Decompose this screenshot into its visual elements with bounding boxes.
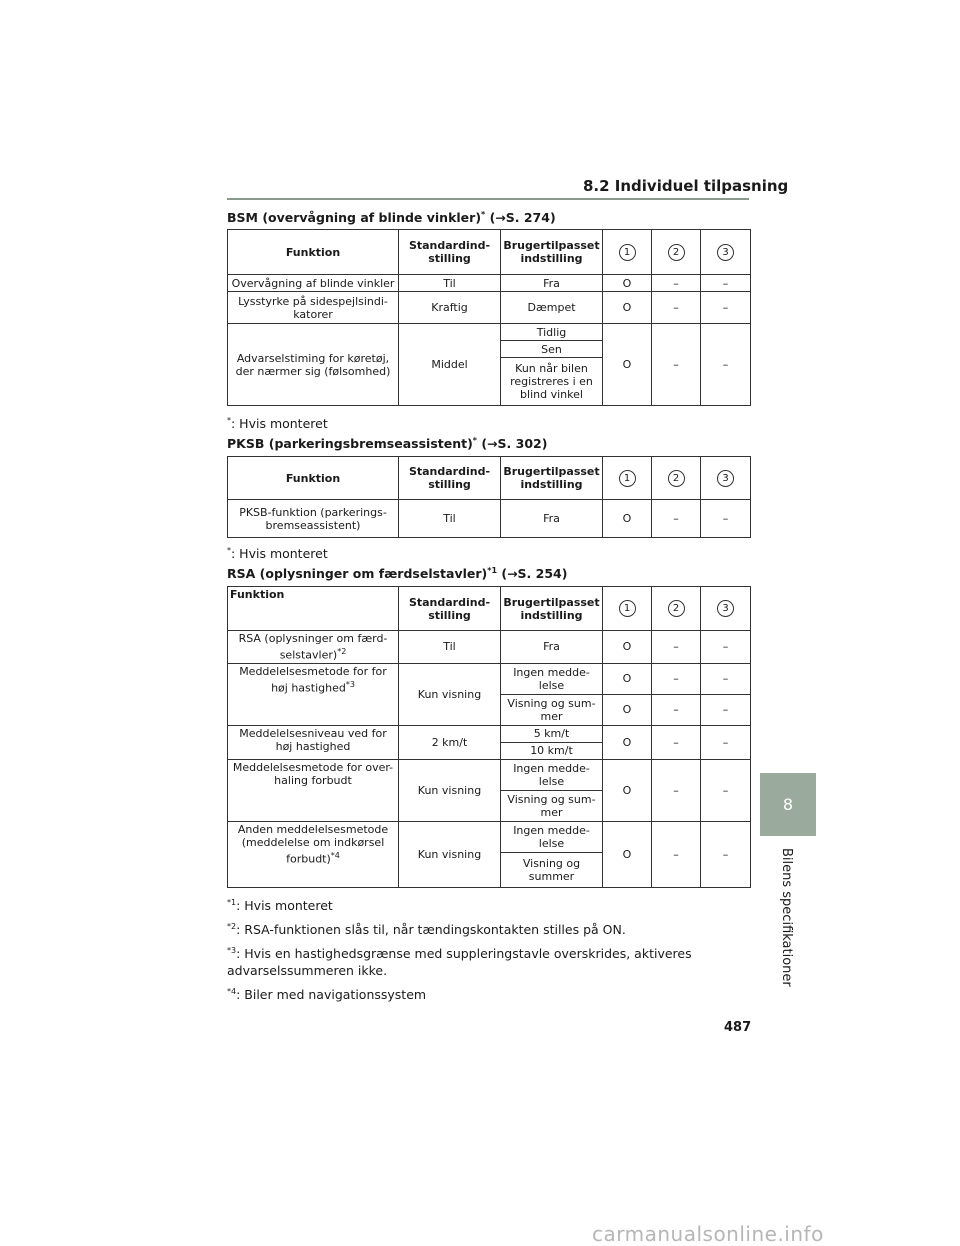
chapter-label: Bilens specifikationer xyxy=(779,848,794,987)
watermark-logo: carmanualsonline.info xyxy=(592,1222,824,1246)
table-row: Meddelelsesmetode for for høj hastighed$^{*3}$ Kun visning Ingen medde- lelse O – – xyxy=(228,663,751,694)
bsm-footnote: *: Hvis monteret xyxy=(227,416,328,432)
rsa-footnote-4: $^{*4}$: Biler med navigationssystem xyxy=(227,987,427,1003)
col-1: 1 xyxy=(603,457,652,500)
col-2: 2 xyxy=(652,457,701,500)
col-funktion: Funktion xyxy=(228,457,399,500)
bsm-title: BSM (overvågning af blinde vinkler)* (→S. 274) xyxy=(227,210,556,226)
rsa-footnote-2: $^{*2}$: RSA-funktionen slås til, når tændingskontakten stilles på ON. xyxy=(227,922,626,938)
table-row: RSA (oplysninger om færd- selstavler)$^{*2}$ Til Fra O – – xyxy=(228,631,751,664)
col-standard: Standardind- stilling xyxy=(399,587,501,631)
col-3: 3 xyxy=(701,587,751,631)
pksb-footnote: *: Hvis monteret xyxy=(227,546,328,562)
page-number: 487 xyxy=(724,1020,752,1035)
bsm-table: Funktion Standardind- stilling Brugertilpasset indstilling 1 2 3 Overvågning af blinde vinkler Til Fra O – – Lysstyrke på sidespejlsindi- katorer Kraftig Dæmpet O – – Advarselstiming for køretøj, der nærmer sig (følsomhed) Middel Tidlig O – – Sen Kun når bilen registreres i en blind vinkel xyxy=(227,229,751,406)
table-row: Advarselstiming for køretøj, der nærmer sig (følsomhed) Middel Tidlig O – – xyxy=(228,324,751,341)
col-3: 3 xyxy=(701,457,751,500)
rsa-footnote-1: $^{*1}$: Hvis monteret xyxy=(227,898,333,914)
table-row: Overvågning af blinde vinkler Til Fra O – – xyxy=(228,275,751,292)
col-1: 1 xyxy=(603,587,652,631)
section-header: 8.2 Individuel tilpasning xyxy=(583,177,789,195)
table-row: Visning og sum- mer O – – xyxy=(228,694,751,725)
table-row: Anden meddelelsesmetode (meddelelse om indkørsel forbudt)$^{*4}$ Kun visning Ingen medde- lelse O – – xyxy=(228,821,751,852)
col-custom: Brugertilpasset indstilling xyxy=(501,587,603,631)
col-custom: Brugertilpasset indstilling xyxy=(501,457,603,500)
col-2: 2 xyxy=(652,230,701,275)
table-row: Lysstyrke på sidespejlsindi- katorer Kraftig Dæmpet O – – xyxy=(228,292,751,324)
header-rule xyxy=(227,198,749,200)
table-row: PKSB-funktion (parkerings- bremseassistent) Til Fra O – – xyxy=(228,500,751,538)
col-standard: Standardind- stilling xyxy=(399,457,501,500)
col-2: 2 xyxy=(652,587,701,631)
col-3: 3 xyxy=(701,230,751,275)
col-custom: Brugertilpasset indstilling xyxy=(501,230,603,275)
table-row: Meddelelsesmetode for over- haling forbudt Kun visning Ingen medde- lelse O – – xyxy=(228,759,751,790)
col-1: 1 xyxy=(603,230,652,275)
rsa-title: RSA (oplysninger om færdselstavler)$^{*1}$ (→S. 254) xyxy=(227,566,568,582)
col-funktion: Funktion xyxy=(228,587,399,631)
pksb-title: PKSB (parkeringsbremseassistent)* (→S. 302) xyxy=(227,436,548,452)
col-funktion: Funktion xyxy=(228,230,399,275)
rsa-footnote-3: $^{*3}$: Hvis en hastighedsgrænse med suppleringstavle overskrides, aktiveres advarselssummeren ikke. xyxy=(227,946,692,979)
chapter-tab: 8 xyxy=(760,773,816,836)
rsa-table: Funktion Standardind- stilling Brugertilpasset indstilling 1 2 3 RSA (oplysninger om færd- selstavler)$^{*2}$ Til Fra O – – Meddelelsesmetode for for høj hastighed$^{*3}$ Kun visning Ingen medde- lelse O – – Visning og sum- mer O – – Meddelelsesniveau ved for høj hastighed 2 km/t 5 km/t O – – 10 km/t Meddelelsesmetode for over- haling forbudt Kun visning Ingen medde- lelse O – – Visning og sum- mer Anden meddelelsesmetode (meddelelse om indkørsel forbudt)$^{*4}$ Kun visning Ingen medde- lelse O – – Visning og summer xyxy=(227,586,751,888)
col-standard: Standardind- stilling xyxy=(399,230,501,275)
pksb-table xyxy=(227,456,751,538)
table-row: Meddelelsesniveau ved for høj hastighed 2 km/t 5 km/t O – – xyxy=(228,725,751,742)
